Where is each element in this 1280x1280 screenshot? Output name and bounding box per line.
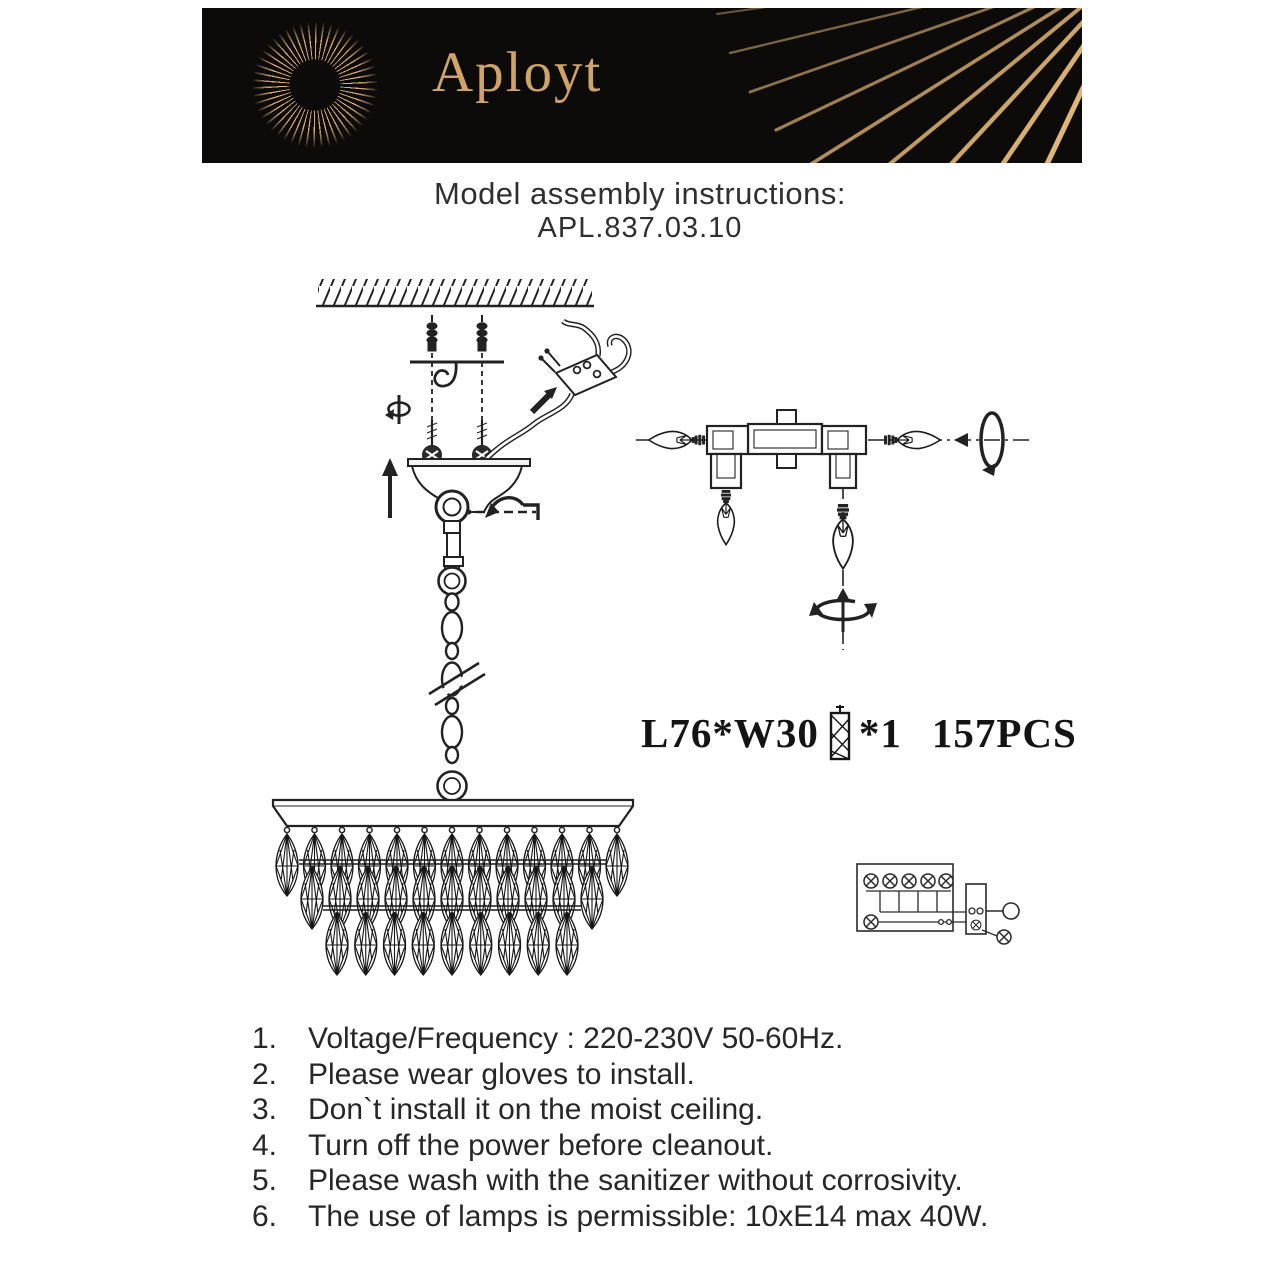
- model-number: APL.837.03.10: [537, 212, 743, 244]
- bulb-icon: [833, 504, 853, 569]
- item-number: 1.: [252, 1022, 278, 1055]
- item-number: 3.: [252, 1093, 278, 1126]
- item-number: 2.: [252, 1057, 278, 1091]
- chain-diagram: [429, 566, 485, 801]
- ceiling-hatch-diagram: [316, 279, 594, 306]
- crystal-icon: [828, 705, 852, 761]
- arrow-icon: [532, 395, 549, 412]
- item-text: Voltage/Frequency : 220-230V 50-60Hz.: [308, 1022, 844, 1055]
- page-title: Model assembly instructions:: [434, 176, 846, 211]
- instruction-item: [252, 1057, 988, 1093]
- mounting-hardware-diagram: [385, 315, 504, 465]
- rotate-arrow-icon: [809, 588, 877, 632]
- item-text: Don`t install it on the moist ceiling.: [308, 1093, 764, 1126]
- rotate-icon: [385, 395, 410, 424]
- item-text: Please wear gloves to install.: [308, 1057, 695, 1091]
- spec-dimensions: L76*W30: [641, 710, 819, 756]
- instruction-item: [252, 1199, 988, 1235]
- wire-connection-diagram: [483, 321, 629, 462]
- item-text: The use of lamps is permissible: 10xE14 max 40W.: [308, 1199, 989, 1233]
- instruction-item: [252, 1021, 988, 1057]
- bulb-installation-diagram: [636, 410, 1034, 650]
- item-number: 6.: [252, 1199, 278, 1233]
- canopy-diagram: [382, 458, 538, 566]
- bulb-icon: [718, 490, 735, 545]
- wiring-schematic-diagram: [857, 864, 1019, 944]
- item-text: Turn off the power before cleanout.: [308, 1128, 774, 1162]
- instruction-item: [252, 1163, 988, 1199]
- spec-multiplier: *1: [858, 710, 902, 756]
- instructions-list: [252, 1021, 988, 1234]
- item-number: 5.: [252, 1164, 278, 1197]
- brand-name: Aployt: [432, 41, 603, 104]
- item-text: Please wash with the sanitizer without corrosivity.: [308, 1164, 963, 1197]
- bulb-icon: [649, 431, 705, 448]
- chandelier-diagram: [273, 800, 633, 975]
- ceiling-hook: [435, 363, 456, 386]
- item-number: 4.: [252, 1128, 278, 1162]
- bulb-icon: [884, 431, 940, 448]
- instruction-item: [252, 1092, 988, 1128]
- spec-line: [641, 703, 1077, 763]
- spec-pieces: 157PCS: [931, 710, 1077, 756]
- instruction-item: [252, 1128, 988, 1164]
- rotate-arrow-icon: [954, 413, 1003, 476]
